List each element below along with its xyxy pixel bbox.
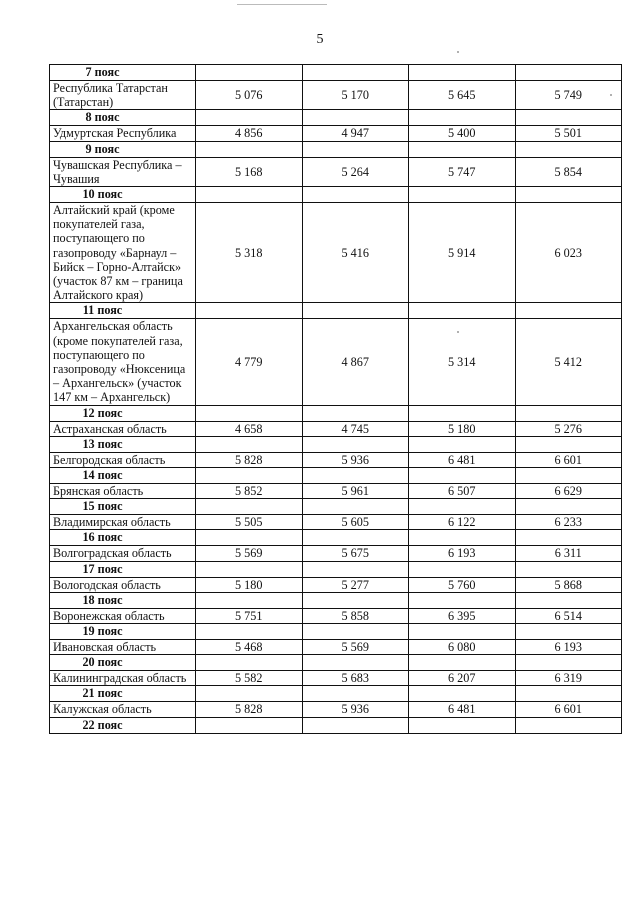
price-value: 4 745 [302, 421, 409, 436]
region-name: Воронежская область [50, 608, 196, 623]
table-row [50, 702, 622, 717]
empty-cell [302, 592, 409, 608]
price-value: 4 856 [196, 126, 303, 141]
empty-cell [302, 530, 409, 546]
empty-cell [409, 655, 516, 671]
zone-row [50, 499, 622, 515]
zone-row [50, 436, 622, 452]
price-value: 4 779 [196, 319, 303, 405]
empty-cell [196, 468, 303, 484]
price-value: 5 168 [196, 157, 303, 186]
price-value: 6 481 [409, 702, 516, 717]
empty-cell [302, 717, 409, 733]
zone-row [50, 187, 622, 203]
empty-cell [196, 561, 303, 577]
empty-cell [196, 530, 303, 546]
empty-cell [302, 561, 409, 577]
zone-row [50, 717, 622, 733]
price-value: 5 936 [302, 452, 409, 467]
table-row [50, 452, 622, 467]
zone-row [50, 303, 622, 319]
price-value: 6 311 [515, 546, 622, 561]
price-value: 6 481 [409, 452, 516, 467]
zone-label: 14 пояс [50, 468, 196, 484]
price-value: 5 400 [409, 126, 516, 141]
zone-label: 12 пояс [50, 405, 196, 421]
empty-cell [409, 686, 516, 702]
empty-cell [302, 436, 409, 452]
price-value: 5 501 [515, 126, 622, 141]
empty-cell [515, 592, 622, 608]
zone-label: 11 пояс [50, 303, 196, 319]
region-name: Ивановская область [50, 640, 196, 655]
zone-label: 8 пояс [50, 110, 196, 126]
price-value: 6 395 [409, 608, 516, 623]
price-value: 6 601 [515, 702, 622, 717]
empty-cell [409, 187, 516, 203]
zone-row [50, 592, 622, 608]
zone-row [50, 655, 622, 671]
empty-cell [302, 110, 409, 126]
price-value: 5 318 [196, 203, 303, 303]
empty-cell [409, 592, 516, 608]
empty-cell [196, 65, 303, 81]
empty-cell [196, 499, 303, 515]
price-value: 5 569 [196, 546, 303, 561]
empty-cell [409, 405, 516, 421]
price-value: 5 751 [196, 608, 303, 623]
price-value: 5 760 [409, 577, 516, 592]
empty-cell [196, 717, 303, 733]
region-name: Алтайский край (кроме покупателей газа, поступающего по газопроводу «Барнаул – Бийск – Горно-Алтайск» (участок 87 км – граница Алтайского края) [50, 203, 196, 303]
region-name: Брянская область [50, 484, 196, 499]
price-value: 5 914 [409, 203, 516, 303]
region-name: Владимирская область [50, 515, 196, 530]
table-row [50, 640, 622, 655]
empty-cell [409, 468, 516, 484]
empty-cell [515, 686, 622, 702]
gas-price-table [49, 64, 622, 734]
empty-cell [409, 303, 516, 319]
empty-cell [515, 468, 622, 484]
price-value: 5 675 [302, 546, 409, 561]
price-value: 5 747 [409, 157, 516, 186]
zone-label: 18 пояс [50, 592, 196, 608]
zone-label: 7 пояс [50, 65, 196, 81]
price-value: 5 683 [302, 671, 409, 686]
empty-cell [302, 187, 409, 203]
empty-cell [515, 717, 622, 733]
price-value: 5 582 [196, 671, 303, 686]
region-name: Калужская область [50, 702, 196, 717]
empty-cell [409, 141, 516, 157]
zone-label: 17 пояс [50, 561, 196, 577]
price-value: 6 507 [409, 484, 516, 499]
price-value: 5 852 [196, 484, 303, 499]
price-value: 6 080 [409, 640, 516, 655]
empty-cell [409, 530, 516, 546]
empty-cell [302, 499, 409, 515]
table-row [50, 421, 622, 436]
price-value: 6 629 [515, 484, 622, 499]
empty-cell [515, 303, 622, 319]
zone-row [50, 624, 622, 640]
empty-cell [302, 468, 409, 484]
zone-row [50, 686, 622, 702]
price-value: 5 569 [302, 640, 409, 655]
price-value: 5 858 [302, 608, 409, 623]
empty-cell [196, 405, 303, 421]
price-value: 5 828 [196, 702, 303, 717]
zone-label: 13 пояс [50, 436, 196, 452]
table-row [50, 546, 622, 561]
region-name: Чувашская Республика – Чувашия [50, 157, 196, 186]
gas-price-table-body [50, 65, 622, 734]
zone-row [50, 561, 622, 577]
price-value: 5 854 [515, 157, 622, 186]
table-row [50, 319, 622, 405]
price-value: 6 319 [515, 671, 622, 686]
price-value: 5 936 [302, 702, 409, 717]
page-number: 5 [316, 32, 324, 47]
price-value: 4 947 [302, 126, 409, 141]
zone-label: 10 пояс [50, 187, 196, 203]
price-value: 5 605 [302, 515, 409, 530]
zone-label: 16 пояс [50, 530, 196, 546]
empty-cell [515, 141, 622, 157]
zone-label: 9 пояс [50, 141, 196, 157]
empty-cell [302, 65, 409, 81]
region-name: Республика Татарстан (Татарстан) [50, 81, 196, 110]
price-value: 5 645 [409, 81, 516, 110]
empty-cell [409, 499, 516, 515]
zone-label: 20 пояс [50, 655, 196, 671]
price-value: 5 468 [196, 640, 303, 655]
empty-cell [409, 717, 516, 733]
price-value: 6 023 [515, 203, 622, 303]
empty-cell [196, 303, 303, 319]
empty-cell [302, 686, 409, 702]
price-value: 5 961 [302, 484, 409, 499]
empty-cell [302, 141, 409, 157]
price-value: 5 170 [302, 81, 409, 110]
region-name: Архангельская область (кроме покупателей газа, поступающего по газопроводу «Нюксеница – Архангельск» (участок 147 км – Архангельск) [50, 319, 196, 405]
empty-cell [302, 624, 409, 640]
region-name: Удмуртская Республика [50, 126, 196, 141]
empty-cell [196, 141, 303, 157]
table-row [50, 515, 622, 530]
empty-cell [196, 686, 303, 702]
zone-label: 22 пояс [50, 717, 196, 733]
empty-cell [196, 592, 303, 608]
empty-cell [302, 405, 409, 421]
price-value: 5 749 [515, 81, 622, 110]
price-value: 5 264 [302, 157, 409, 186]
empty-cell [515, 499, 622, 515]
zone-row [50, 530, 622, 546]
empty-cell [515, 187, 622, 203]
price-value: 6 233 [515, 515, 622, 530]
price-value: 5 828 [196, 452, 303, 467]
table-row [50, 608, 622, 623]
price-value: 4 658 [196, 421, 303, 436]
empty-cell [409, 561, 516, 577]
empty-cell [515, 655, 622, 671]
price-value: 5 416 [302, 203, 409, 303]
price-value: 5 180 [409, 421, 516, 436]
empty-cell [515, 65, 622, 81]
empty-cell [409, 65, 516, 81]
empty-cell [515, 561, 622, 577]
price-value: 6 601 [515, 452, 622, 467]
price-value: 6 193 [409, 546, 516, 561]
table-row [50, 157, 622, 186]
price-value: 4 867 [302, 319, 409, 405]
empty-cell [409, 436, 516, 452]
empty-cell [196, 436, 303, 452]
zone-row [50, 65, 622, 81]
price-value: 5 868 [515, 577, 622, 592]
zone-row [50, 405, 622, 421]
empty-cell [515, 624, 622, 640]
table-row [50, 671, 622, 686]
table-row [50, 81, 622, 110]
price-value: 5 505 [196, 515, 303, 530]
region-name: Калининградская область [50, 671, 196, 686]
zone-label: 21 пояс [50, 686, 196, 702]
zone-label: 19 пояс [50, 624, 196, 640]
empty-cell [515, 405, 622, 421]
region-name: Астраханская область [50, 421, 196, 436]
empty-cell [196, 655, 303, 671]
region-name: Волгоградская область [50, 546, 196, 561]
empty-cell [196, 624, 303, 640]
price-value: 5 276 [515, 421, 622, 436]
price-value: 5 076 [196, 81, 303, 110]
empty-cell [302, 655, 409, 671]
scan-speck [457, 51, 459, 53]
region-name: Белгородская область [50, 452, 196, 467]
price-value: 5 314 [409, 319, 516, 405]
empty-cell [409, 110, 516, 126]
empty-cell [196, 187, 303, 203]
zone-label: 15 пояс [50, 499, 196, 515]
price-value: 5 277 [302, 577, 409, 592]
empty-cell [302, 303, 409, 319]
price-value: 5 180 [196, 577, 303, 592]
zone-row [50, 141, 622, 157]
price-value: 6 514 [515, 608, 622, 623]
table-row [50, 577, 622, 592]
empty-cell [515, 436, 622, 452]
empty-cell [515, 530, 622, 546]
empty-cell [196, 110, 303, 126]
zone-row [50, 110, 622, 126]
scan-top-rule [237, 4, 327, 5]
table-row [50, 484, 622, 499]
empty-cell [409, 624, 516, 640]
table-row [50, 126, 622, 141]
table-row [50, 203, 622, 303]
price-value: 6 122 [409, 515, 516, 530]
zone-row [50, 468, 622, 484]
region-name: Вологодская область [50, 577, 196, 592]
empty-cell [515, 110, 622, 126]
price-value: 6 193 [515, 640, 622, 655]
price-value: 5 412 [515, 319, 622, 405]
price-value: 6 207 [409, 671, 516, 686]
